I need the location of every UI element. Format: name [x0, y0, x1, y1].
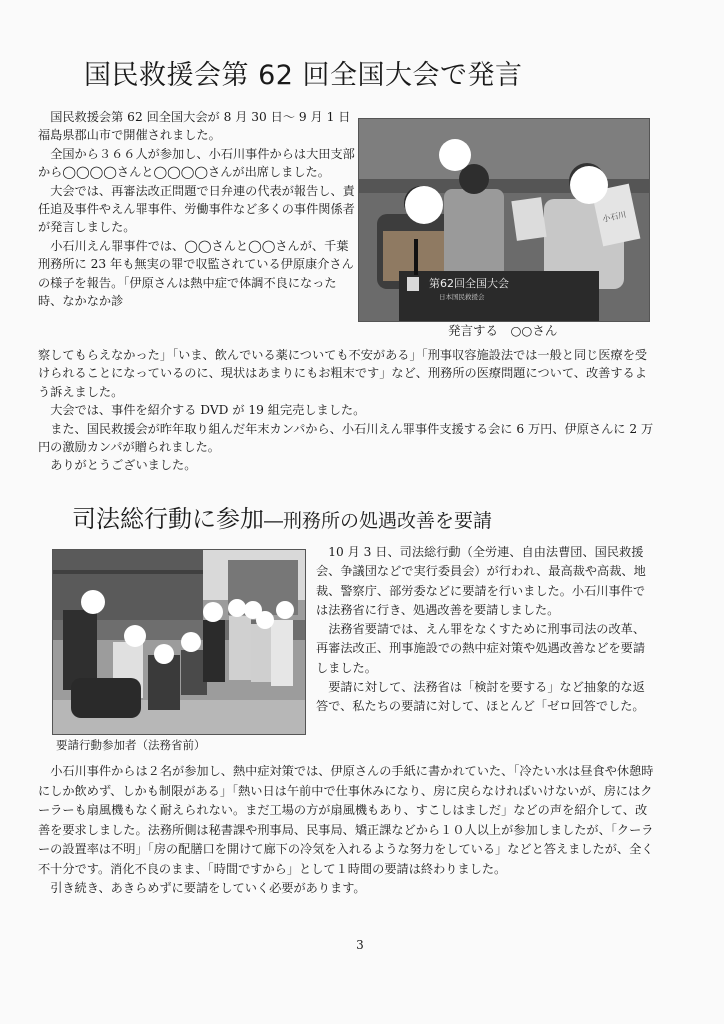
article2-title-main: 司法総行動に参加 — [72, 505, 264, 533]
article1-paragraph: また、国民救援会が昨年取り組んだ年末カンパから、小石川えん罪事件支援する会に 6 万円、伊原さんに 2 万円の激励カンパが贈られました。 — [38, 421, 654, 455]
article2-photo-caption: 要請行動参加者（法務省前） — [56, 738, 206, 752]
article1-photo-caption: 発言する ○○さん — [448, 323, 558, 338]
group-photo-illustration — [53, 550, 305, 734]
article1-title: 国民救援会第 62 回全国大会で発言 — [84, 60, 523, 91]
article2-paragraph: 10 月 3 日、司法総行動（全労連、自由法曹団、国民救援会、争議団などで実行委員会）が行われ、最高裁や高裁、地裁、警察庁、部労委などに要請を行いました。小石川事件では法務省に行き、処遇改善を要請しました。 — [316, 545, 646, 617]
privacy-mask — [228, 599, 246, 617]
privacy-mask — [181, 632, 201, 652]
privacy-mask — [154, 644, 174, 664]
article1-column-text — [38, 108, 356, 310]
convention-speech-photo — [358, 118, 650, 322]
article2-full-text — [38, 762, 658, 899]
page-number: 3 — [356, 938, 364, 952]
convention-photo-illustration — [359, 119, 649, 321]
article2-title — [72, 500, 672, 538]
article2-paragraph: 要請に対して、法務省は「検討を要する」など抽象的な返答で、私たちの要請に対して、ほとんど「ゼロ回答でした。 — [316, 680, 645, 714]
privacy-mask — [405, 186, 443, 224]
article1-paragraph: 国民救援会第 62 回全国大会が 8 月 30 日～ 9 月 1 日福島県郡山市で開催されました。 — [38, 110, 351, 143]
privacy-mask — [570, 166, 608, 204]
privacy-mask — [439, 139, 471, 171]
privacy-mask — [203, 602, 223, 622]
podium-banner-subtext: 日本国民救援会 — [439, 293, 485, 301]
article2-paragraph: 小石川事件からは２名が参加し、熱中症対策では、伊原さんの手紙に書かれていた、「冷たい水は昼食や休憩時にしか飲めず、しかも制限がある」「熱い日は午前中で仕事休みになり、房に戻らなければいけないが、房にはクーラーも扇風機もなく耐えられない。まだ工場の方が扇風機もあり、すこしはましだ」などの声を紹介して、改善を要求しました。法務所側は秘書課や刑事局、民事局、矯正課などから１０人以上が参加しましたが、「クーラーの設置率は不明」「房の配膳口を開けて廊下の冷気を入れるような努力をしている」などと答えましたが、全く不十分です。消化不良のまま、「時間ですから」として１時間の要請は終わりました。 — [38, 764, 654, 876]
privacy-mask — [276, 601, 294, 619]
article1-paragraph: 小石川えん罪事件では、◯◯さんと◯◯さんが、千葉刑務所に 23 年も無実の罪で収監されている伊原康介さんの様子を報告。「伊原さんは熱中症で体調不良になった時、なかなか診 — [38, 238, 354, 309]
article1-paragraph: 察してもらえなかった」「いま、飲んでいる薬についても不安がある」「刑事収容施設法では一般と同じ医療を受けられることになっているのに、現状はあまりにもお粗末です」など、刑務所の医療問題について、改善するよう訴えました。 — [38, 348, 648, 399]
article1-paragraph: ありがとうございました。 — [50, 458, 197, 473]
article2-paragraph: 引き続き、あきらめずに要請をしていく必要があります。 — [50, 881, 366, 895]
article1-paragraph: 大会では、再審法改正問題で日弁連の代表が報告し、責任追及事件やえん罪事件、労働事件など多くの事件関係者が発言しました。 — [38, 183, 355, 235]
article2-column-text — [316, 543, 656, 717]
privacy-mask — [124, 625, 146, 647]
leaflet-text: 小石川 — [601, 209, 628, 224]
privacy-mask — [81, 590, 105, 614]
article1-paragraph: 全国から３６６人が参加し、小石川事件からは大田支部から◯◯◯◯さんと◯◯◯◯さんが出席しました。 — [38, 146, 355, 180]
article1-paragraph: 大会では、事件を紹介する DVD が 19 組完売しました。 — [50, 403, 366, 418]
ministry-group-photo — [52, 549, 306, 735]
podium-banner-text: 第62回全国大会 — [429, 277, 509, 290]
article2-title-sub: ―刑務所の処遇改善を要請 — [264, 510, 493, 532]
privacy-mask — [256, 611, 274, 629]
article1-full-text — [38, 346, 658, 475]
article2-paragraph: 法務省要請では、えん罪をなくすために刑事司法の改革、再審法改正、刑事施設での熱中症対策や処遇改善などを要請しました。 — [316, 622, 646, 675]
